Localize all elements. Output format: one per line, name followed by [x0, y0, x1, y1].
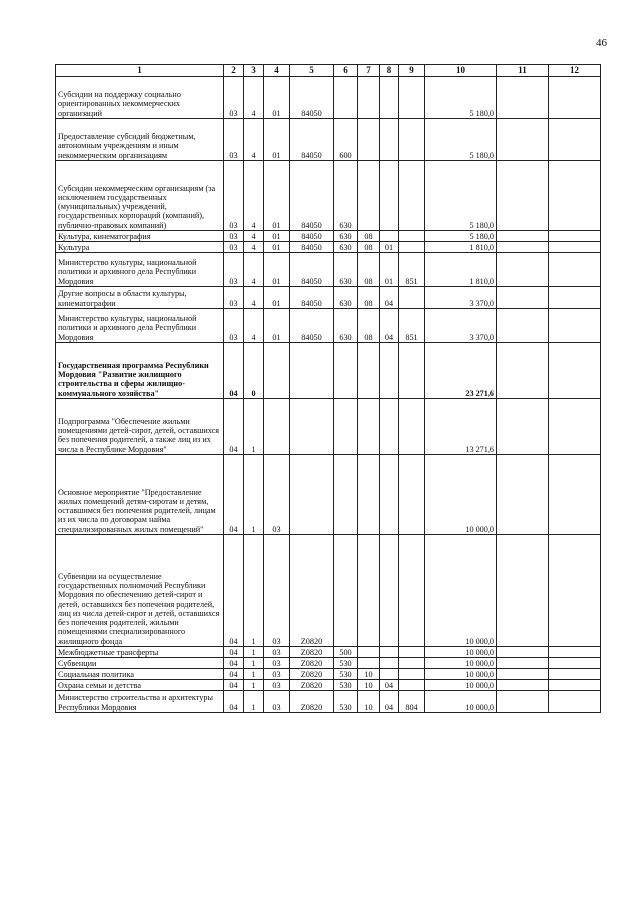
cell-col-4: 03 [264, 680, 290, 691]
cell-col-5 [290, 455, 334, 535]
cell-col-3: 1 [244, 535, 264, 647]
cell-col-11 [497, 658, 549, 669]
row-name: Культура [56, 242, 224, 253]
column-header-6: 6 [334, 65, 358, 77]
table-row [56, 287, 601, 309]
cell-col-4: 03 [264, 455, 290, 535]
cell-col-6: 630 [334, 231, 358, 242]
cell-col-2: 03 [224, 309, 244, 343]
cell-col-5: 84050 [290, 242, 334, 253]
cell-col-7: 08 [358, 231, 380, 242]
cell-col-9: 804 [399, 691, 425, 713]
cell-col-6: 500 [334, 647, 358, 658]
cell-col-8 [380, 455, 399, 535]
row-amount: 5 180,0 [425, 119, 497, 161]
cell-col-11 [497, 647, 549, 658]
row-amount: 10 000,0 [425, 535, 497, 647]
cell-col-8 [380, 161, 399, 231]
cell-col-11 [497, 77, 549, 119]
table-row [56, 119, 601, 161]
cell-col-12 [549, 287, 601, 309]
row-amount: 10 000,0 [425, 669, 497, 680]
cell-col-8 [380, 669, 399, 680]
row-amount: 10 000,0 [425, 647, 497, 658]
cell-col-3: 1 [244, 691, 264, 713]
row-amount: 1 810,0 [425, 242, 497, 253]
cell-col-12 [549, 680, 601, 691]
cell-col-6: 630 [334, 309, 358, 343]
cell-col-11 [497, 242, 549, 253]
cell-col-5: 84050 [290, 77, 334, 119]
cell-col-6: 630 [334, 242, 358, 253]
row-name: Подпрограмма "Обеспечение жильми помещениями детей-сирот, детей, оставшихся без попечения родителей, а также лиц из их числа в Республике Мордовия" [56, 399, 224, 455]
row-name: Министерство культуры, национальной политики и архивного дела Республики Мордовия [56, 253, 224, 287]
row-amount: 5 180,0 [425, 231, 497, 242]
cell-col-12 [549, 647, 601, 658]
cell-col-9 [399, 680, 425, 691]
cell-col-4: 03 [264, 658, 290, 669]
row-amount: 10 000,0 [425, 455, 497, 535]
page-number: 46 [596, 37, 607, 49]
row-name: Субвенции на осуществление государственных полномочий Республики Мордовия по обеспечению детей-сирот и детей, оставшихся без попечения родителей, лиц из числа детей-сирот и детей, оставшихся без попечения родителей, жилыми помещениями специализированного жилищного фонда [56, 535, 224, 647]
table-row [56, 161, 601, 231]
table-row [56, 399, 601, 455]
cell-col-3: 4 [244, 161, 264, 231]
table-row [56, 242, 601, 253]
cell-col-7 [358, 647, 380, 658]
cell-col-9 [399, 399, 425, 455]
cell-col-7: 08 [358, 242, 380, 253]
cell-col-4: 01 [264, 309, 290, 343]
row-amount: 10 000,0 [425, 680, 497, 691]
cell-col-6: 630 [334, 161, 358, 231]
table-row [56, 647, 601, 658]
cell-col-11 [497, 680, 549, 691]
cell-col-12 [549, 309, 601, 343]
cell-col-8 [380, 77, 399, 119]
row-amount: 3 370,0 [425, 287, 497, 309]
cell-col-9 [399, 343, 425, 399]
table-row [56, 455, 601, 535]
column-header-11: 11 [497, 65, 549, 77]
table-row [56, 658, 601, 669]
table-row [56, 309, 601, 343]
cell-col-4: 01 [264, 161, 290, 231]
cell-col-6: 600 [334, 119, 358, 161]
cell-col-12 [549, 455, 601, 535]
table-row [56, 231, 601, 242]
cell-col-8: 04 [380, 691, 399, 713]
cell-col-9 [399, 119, 425, 161]
row-amount: 23 271,6 [425, 343, 497, 399]
header-row [56, 65, 601, 77]
cell-col-7: 10 [358, 669, 380, 680]
cell-col-5: 84050 [290, 287, 334, 309]
column-header-9: 9 [399, 65, 425, 77]
cell-col-6: 530 [334, 658, 358, 669]
cell-col-9 [399, 669, 425, 680]
cell-col-12 [549, 535, 601, 647]
cell-col-2: 04 [224, 680, 244, 691]
cell-col-5 [290, 399, 334, 455]
cell-col-12 [549, 231, 601, 242]
cell-col-2: 03 [224, 242, 244, 253]
cell-col-11 [497, 535, 549, 647]
cell-col-6 [334, 399, 358, 455]
cell-col-11 [497, 287, 549, 309]
cell-col-4: 03 [264, 691, 290, 713]
cell-col-7: 08 [358, 287, 380, 309]
cell-col-4: 03 [264, 535, 290, 647]
cell-col-3: 1 [244, 647, 264, 658]
cell-col-11 [497, 309, 549, 343]
cell-col-5: 84050 [290, 231, 334, 242]
table-row [56, 253, 601, 287]
cell-col-12 [549, 77, 601, 119]
row-name: Предоставление субсидий бюджетным, автономным учреждениям и иным некоммерческим организациям [56, 119, 224, 161]
cell-col-8: 01 [380, 253, 399, 287]
column-header-4: 4 [264, 65, 290, 77]
table-row [56, 535, 601, 647]
cell-col-6: 630 [334, 253, 358, 287]
cell-col-11 [497, 455, 549, 535]
cell-col-5: 84050 [290, 119, 334, 161]
cell-col-12 [549, 669, 601, 680]
column-header-8: 8 [380, 65, 399, 77]
cell-col-2: 04 [224, 691, 244, 713]
cell-col-7 [358, 535, 380, 647]
cell-col-8 [380, 647, 399, 658]
cell-col-9 [399, 77, 425, 119]
cell-col-2: 03 [224, 287, 244, 309]
table-row [56, 691, 601, 713]
cell-col-9: 851 [399, 309, 425, 343]
cell-col-11 [497, 119, 549, 161]
row-amount: 10 000,0 [425, 691, 497, 713]
cell-col-8: 04 [380, 309, 399, 343]
cell-col-3: 4 [244, 253, 264, 287]
cell-col-4: 01 [264, 242, 290, 253]
column-header-5: 5 [290, 65, 334, 77]
cell-col-4: 01 [264, 253, 290, 287]
row-name: Основное мероприятие "Предоставление жилых помещений детям-сиротам и детям, оставшимся без попечения родителей, лицам из их числа по договорам найма специализированных жилых помещений" [56, 455, 224, 535]
column-header-2: 2 [224, 65, 244, 77]
cell-col-11 [497, 343, 549, 399]
cell-col-3: 1 [244, 680, 264, 691]
cell-col-4 [264, 399, 290, 455]
row-amount: 13 271,6 [425, 399, 497, 455]
cell-col-12 [549, 658, 601, 669]
cell-col-3: 1 [244, 669, 264, 680]
row-name: Субвенции [56, 658, 224, 669]
cell-col-9: 851 [399, 253, 425, 287]
cell-col-12 [549, 399, 601, 455]
budget-table [55, 64, 601, 713]
cell-col-9 [399, 535, 425, 647]
cell-col-6 [334, 77, 358, 119]
cell-col-2: 04 [224, 647, 244, 658]
cell-col-12 [549, 253, 601, 287]
cell-col-5: Z0820 [290, 680, 334, 691]
cell-col-3: 1 [244, 399, 264, 455]
row-name: Культура, кинематография [56, 231, 224, 242]
cell-col-6: 630 [334, 287, 358, 309]
row-amount: 5 180,0 [425, 77, 497, 119]
cell-col-6 [334, 343, 358, 399]
cell-col-8: 04 [380, 287, 399, 309]
cell-col-7 [358, 77, 380, 119]
cell-col-7 [358, 343, 380, 399]
cell-col-3: 0 [244, 343, 264, 399]
cell-col-3: 1 [244, 658, 264, 669]
cell-col-3: 4 [244, 287, 264, 309]
cell-col-7: 10 [358, 691, 380, 713]
row-name: Субсидии некоммерческим организациям (за исключением государственных (муниципальных) учреждений, государственных корпораций (компаний), публично-правовых компаний) [56, 161, 224, 231]
cell-col-2: 03 [224, 161, 244, 231]
cell-col-7: 08 [358, 309, 380, 343]
cell-col-5: Z0820 [290, 669, 334, 680]
cell-col-5: Z0820 [290, 535, 334, 647]
table-row [56, 77, 601, 119]
cell-col-4: 01 [264, 231, 290, 242]
cell-col-6: 530 [334, 680, 358, 691]
cell-col-9 [399, 455, 425, 535]
table-row [56, 343, 601, 399]
column-header-7: 7 [358, 65, 380, 77]
row-name: Государственная программа Республики Мордовия "Развитие жилищного строительства и сферы жилищно-коммунального хозяйства" [56, 343, 224, 399]
column-header-3: 3 [244, 65, 264, 77]
row-amount: 3 370,0 [425, 309, 497, 343]
cell-col-4: 01 [264, 77, 290, 119]
cell-col-11 [497, 399, 549, 455]
cell-col-5: Z0820 [290, 691, 334, 713]
cell-col-8 [380, 399, 399, 455]
cell-col-3: 1 [244, 455, 264, 535]
cell-col-2: 04 [224, 399, 244, 455]
column-header-10: 10 [425, 65, 497, 77]
cell-col-8: 04 [380, 680, 399, 691]
cell-col-8 [380, 231, 399, 242]
cell-col-2: 03 [224, 231, 244, 242]
cell-col-2: 03 [224, 119, 244, 161]
cell-col-6 [334, 455, 358, 535]
cell-col-7 [358, 455, 380, 535]
cell-col-9 [399, 242, 425, 253]
row-amount: 1 810,0 [425, 253, 497, 287]
cell-col-7 [358, 161, 380, 231]
cell-col-12 [549, 343, 601, 399]
cell-col-2: 04 [224, 658, 244, 669]
cell-col-7 [358, 658, 380, 669]
cell-col-9 [399, 231, 425, 242]
row-name: Охрана семьи и детства [56, 680, 224, 691]
cell-col-8 [380, 658, 399, 669]
row-amount: 10 000,0 [425, 658, 497, 669]
cell-col-9 [399, 287, 425, 309]
cell-col-3: 4 [244, 309, 264, 343]
cell-col-11 [497, 161, 549, 231]
cell-col-9 [399, 647, 425, 658]
row-name: Межбюджетные трансферты [56, 647, 224, 658]
cell-col-2: 04 [224, 669, 244, 680]
row-name: Министерство строительства и архитектуры Республики Мордовия [56, 691, 224, 713]
cell-col-8 [380, 343, 399, 399]
cell-col-11 [497, 691, 549, 713]
cell-col-11 [497, 231, 549, 242]
cell-col-3: 4 [244, 77, 264, 119]
cell-col-2: 04 [224, 535, 244, 647]
row-name: Министерство культуры, национальной политики и архивного дела Республики Мордовия [56, 309, 224, 343]
cell-col-6: 530 [334, 691, 358, 713]
cell-col-3: 4 [244, 242, 264, 253]
cell-col-9 [399, 658, 425, 669]
row-name: Социальная политика [56, 669, 224, 680]
cell-col-7 [358, 119, 380, 161]
cell-col-8 [380, 535, 399, 647]
table-body [56, 77, 601, 713]
cell-col-12 [549, 242, 601, 253]
cell-col-3: 4 [244, 119, 264, 161]
cell-col-5 [290, 343, 334, 399]
cell-col-4: 03 [264, 647, 290, 658]
row-name: Другие вопросы в области культуры, кинематографии [56, 287, 224, 309]
cell-col-11 [497, 253, 549, 287]
cell-col-5: 84050 [290, 253, 334, 287]
cell-col-8: 01 [380, 242, 399, 253]
cell-col-12 [549, 161, 601, 231]
cell-col-11 [497, 669, 549, 680]
cell-col-5: 84050 [290, 309, 334, 343]
cell-col-7 [358, 399, 380, 455]
cell-col-12 [549, 691, 601, 713]
cell-col-12 [549, 119, 601, 161]
cell-col-2: 03 [224, 253, 244, 287]
cell-col-8 [380, 119, 399, 161]
cell-col-5: Z0820 [290, 647, 334, 658]
cell-col-5: Z0820 [290, 658, 334, 669]
cell-col-4: 03 [264, 669, 290, 680]
cell-col-6: 530 [334, 669, 358, 680]
cell-col-2: 04 [224, 455, 244, 535]
cell-col-3: 4 [244, 231, 264, 242]
cell-col-2: 04 [224, 343, 244, 399]
cell-col-4: 01 [264, 287, 290, 309]
row-amount: 5 180,0 [425, 161, 497, 231]
table-row [56, 680, 601, 691]
cell-col-4: 01 [264, 119, 290, 161]
cell-col-9 [399, 161, 425, 231]
row-name: Субсидии на поддержку социально ориентированных некоммерческих организаций [56, 77, 224, 119]
cell-col-7: 08 [358, 253, 380, 287]
column-header-12: 12 [549, 65, 601, 77]
cell-col-7: 10 [358, 680, 380, 691]
table-row [56, 669, 601, 680]
column-header-1: 1 [56, 65, 224, 77]
cell-col-6 [334, 535, 358, 647]
cell-col-4 [264, 343, 290, 399]
cell-col-5: 84050 [290, 161, 334, 231]
cell-col-2: 03 [224, 77, 244, 119]
